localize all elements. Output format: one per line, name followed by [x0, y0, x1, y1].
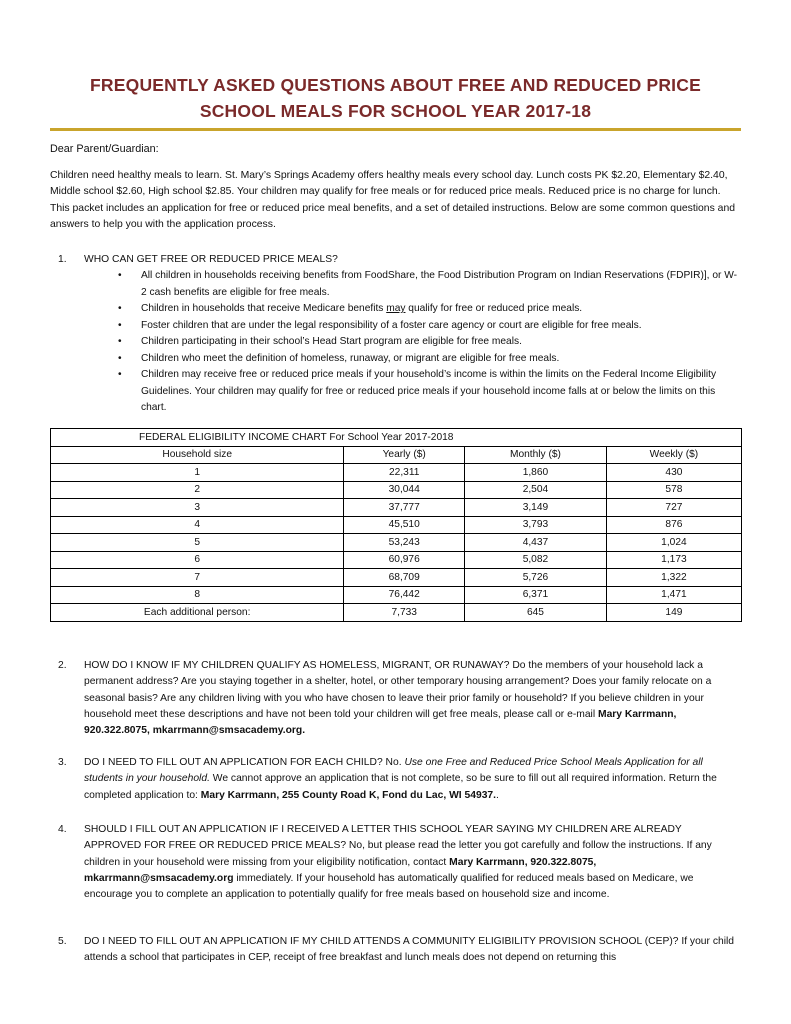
- income-eligibility-table: [50, 428, 742, 622]
- table-row: [51, 604, 742, 622]
- table-cell: 1,173: [606, 551, 741, 569]
- list-item: • Children who meet the definition of homeless, runaway, or migrant are eligible for free meals.: [118, 351, 742, 368]
- table-cell: 149: [606, 604, 741, 622]
- eligibility-list: [118, 268, 742, 417]
- return-address: Mary Karrmann, 255 County Road K, Fond du Lac, WI 54937.: [200, 789, 497, 801]
- title-line-1: FREQUENTLY ASKED QUESTIONS ABOUT FREE AND REDUCED PRICE: [90, 75, 701, 95]
- table-cell: 1,322: [606, 569, 741, 587]
- table-cell: 30,044: [344, 481, 465, 499]
- intro-paragraph: Children need healthy meals to learn. St. Mary’s Springs Academy offers healthy meals every school day. Lunch costs PK $2.20, Elementary $2.40, Middle school $2.60, High school $2.85. Your children may qualify for free meals or for reduced price meals. Reduced price is no charge for lunch. This packet includes an application for free or reduced price meal benefits, and a set of detailed instructions. Below are some common questions and answers to help you with the application process.: [50, 170, 736, 230]
- bullet-icon: •: [118, 336, 122, 347]
- table-caption: FEDERAL ELIGIBILITY INCOME CHART For School Year 2017-2018: [51, 429, 742, 447]
- contact-info: Mary Karrmann, 920.322.8075, mkarrmann@smsacademy.org: [84, 856, 597, 884]
- table-row: [51, 534, 742, 552]
- table-cell: 68,709: [344, 569, 465, 587]
- table-header-row: [51, 446, 742, 464]
- table-cell: 6: [51, 551, 344, 569]
- table-cell: 1,024: [606, 534, 741, 552]
- contact-info: Mary Karrmann, 920.322.8075, mkarrmann@smsacademy.org.: [84, 708, 677, 737]
- faq-answer: HOW DO I KNOW IF MY CHILDREN QUALIFY AS HOMELESS, MIGRANT, OR RUNAWAY? Do the members of your household lack a permanent address? Are you staying together in a shelter, hotel, or other temporary housing arrangement? Does your family relocate on a seasonal basis? Are any children living with you who have chosen to leave their prior family or household? If you believe children in your household meet these descriptions and have not been told your children will get free meals, please call or e-mail Mary Karrmann, 920.322.8075, mkarrmann@smsacademy.org.: [84, 660, 712, 737]
- table-cell: 5,082: [465, 551, 607, 569]
- table-row: [51, 551, 742, 569]
- table-cell: 1,860: [465, 464, 607, 482]
- table-cell: 4: [51, 516, 344, 534]
- faq-answer: SHOULD I FILL OUT AN APPLICATION IF I RECEIVED A LETTER THIS SCHOOL YEAR SAYING MY CHILDREN ARE ALREADY APPROVED FOR FREE OR REDUCED PRICE MEALS? No, but please read the letter you got carefully and follow the instructions. If any children in your household were missing from your eligibility notification, contact Mary Karrmann, 920.322.8075, mkarrmann@smsacademy.org immediately. If your household has automatically qualified for reduced meals based on Medicare, we encourage you to complete an application to potentially qualify for free meals based on household size and income.: [84, 824, 712, 901]
- faq-number: 3.: [58, 757, 67, 768]
- table-cell: 727: [606, 499, 741, 517]
- faq-number: 2.: [58, 660, 67, 671]
- list-item: • All children in households receiving benefits from FoodShare, the Food Distribution Program on Indian Reservations (FDPIR)], or W-2 cash benefits are eligible for free meals.: [118, 270, 738, 298]
- faq-answer: DO I NEED TO FILL OUT AN APPLICATION IF MY CHILD ATTENDS A COMMUNITY ELIGIBILITY PROVISION SCHOOL (CEP)? If your child attends a school that participates in CEP, receipt of free breakfast and lunch meals does not depend on returning this: [84, 936, 735, 964]
- faq-question: WHO CAN GET FREE OR REDUCED PRICE MEALS?: [84, 254, 338, 265]
- table-cell: 2,504: [465, 481, 607, 499]
- table-cell: 3: [51, 499, 344, 517]
- page-title: [40, 72, 751, 124]
- table-cell: 876: [606, 516, 741, 534]
- faq-number: 5.: [58, 936, 67, 947]
- table-row: [51, 569, 742, 587]
- table-row: [51, 586, 742, 604]
- faq-number: 4.: [58, 824, 67, 835]
- table-cell: 578: [606, 481, 741, 499]
- bullet-icon: •: [118, 369, 122, 380]
- faq-answer: DO I NEED TO FILL OUT AN APPLICATION FOR EACH CHILD? No. Use one Free and Reduced Price School Meals Application for all students in your household. We cannot approve an application that is not complete, so be sure to fill out all required information. Return the completed application to: Mary Karrmann, 255 County Road K, Fond du Lac, WI 54937..: [84, 757, 717, 801]
- table-cell: 430: [606, 464, 741, 482]
- table-cell: Each additional person:: [51, 604, 344, 622]
- table-cell: 3,793: [465, 516, 607, 534]
- table-row: [51, 516, 742, 534]
- table-cell: 1,471: [606, 586, 741, 604]
- table-cell: 7: [51, 569, 344, 587]
- column-header: Monthly ($): [465, 446, 607, 464]
- faq-number: 1.: [58, 254, 67, 265]
- bullet-icon: •: [118, 303, 122, 314]
- table-cell: 2: [51, 481, 344, 499]
- table-cell: 76,442: [344, 586, 465, 604]
- bullet-icon: •: [118, 319, 122, 331]
- table-cell: 645: [465, 604, 607, 622]
- table-row: [51, 499, 742, 517]
- bullet-icon: •: [118, 352, 122, 364]
- column-header: Household size: [51, 446, 344, 464]
- table-cell: 22,311: [344, 464, 465, 482]
- table-cell: 5,726: [465, 569, 607, 587]
- title-line-2: SCHOOL MEALS FOR SCHOOL YEAR 2017-18: [199, 101, 592, 121]
- table-row: [51, 481, 742, 499]
- table-cell: 7,733: [344, 604, 465, 622]
- table-caption-row: [51, 429, 742, 447]
- table-cell: 4,437: [465, 534, 607, 552]
- table-cell: 53,243: [344, 534, 465, 552]
- column-header: Yearly ($): [344, 446, 465, 464]
- table-cell: 45,510: [344, 516, 465, 534]
- salutation: Dear Parent/Guardian:: [50, 143, 159, 155]
- table-row: [51, 464, 742, 482]
- list-item: • Foster children that are under the legal responsibility of a foster care agency or court are eligible for free meals.: [118, 318, 742, 335]
- list-item: • Children participating in their school’s Head Start program are eligible for free meals.: [118, 334, 742, 351]
- table-cell: 8: [51, 586, 344, 604]
- bullet-icon: •: [118, 270, 122, 281]
- table-cell: 6,371: [465, 586, 607, 604]
- list-item: • Children in households that receive Medicare benefits may qualify for free or reduced price meals.: [118, 301, 742, 318]
- title-divider: [50, 128, 741, 131]
- table-cell: 5: [51, 534, 344, 552]
- list-item: • Children may receive free or reduced price meals if your household’s income is within the limits on the Federal Income Eligibility Guidelines. Your children may qualify for free or reduced price meals if your household income falls at or below the limits on this chart.: [118, 369, 717, 413]
- table-cell: 37,777: [344, 499, 465, 517]
- column-header: Weekly ($): [606, 446, 741, 464]
- table-cell: 1: [51, 464, 344, 482]
- table-cell: 3,149: [465, 499, 607, 517]
- table-cell: 60,976: [344, 551, 465, 569]
